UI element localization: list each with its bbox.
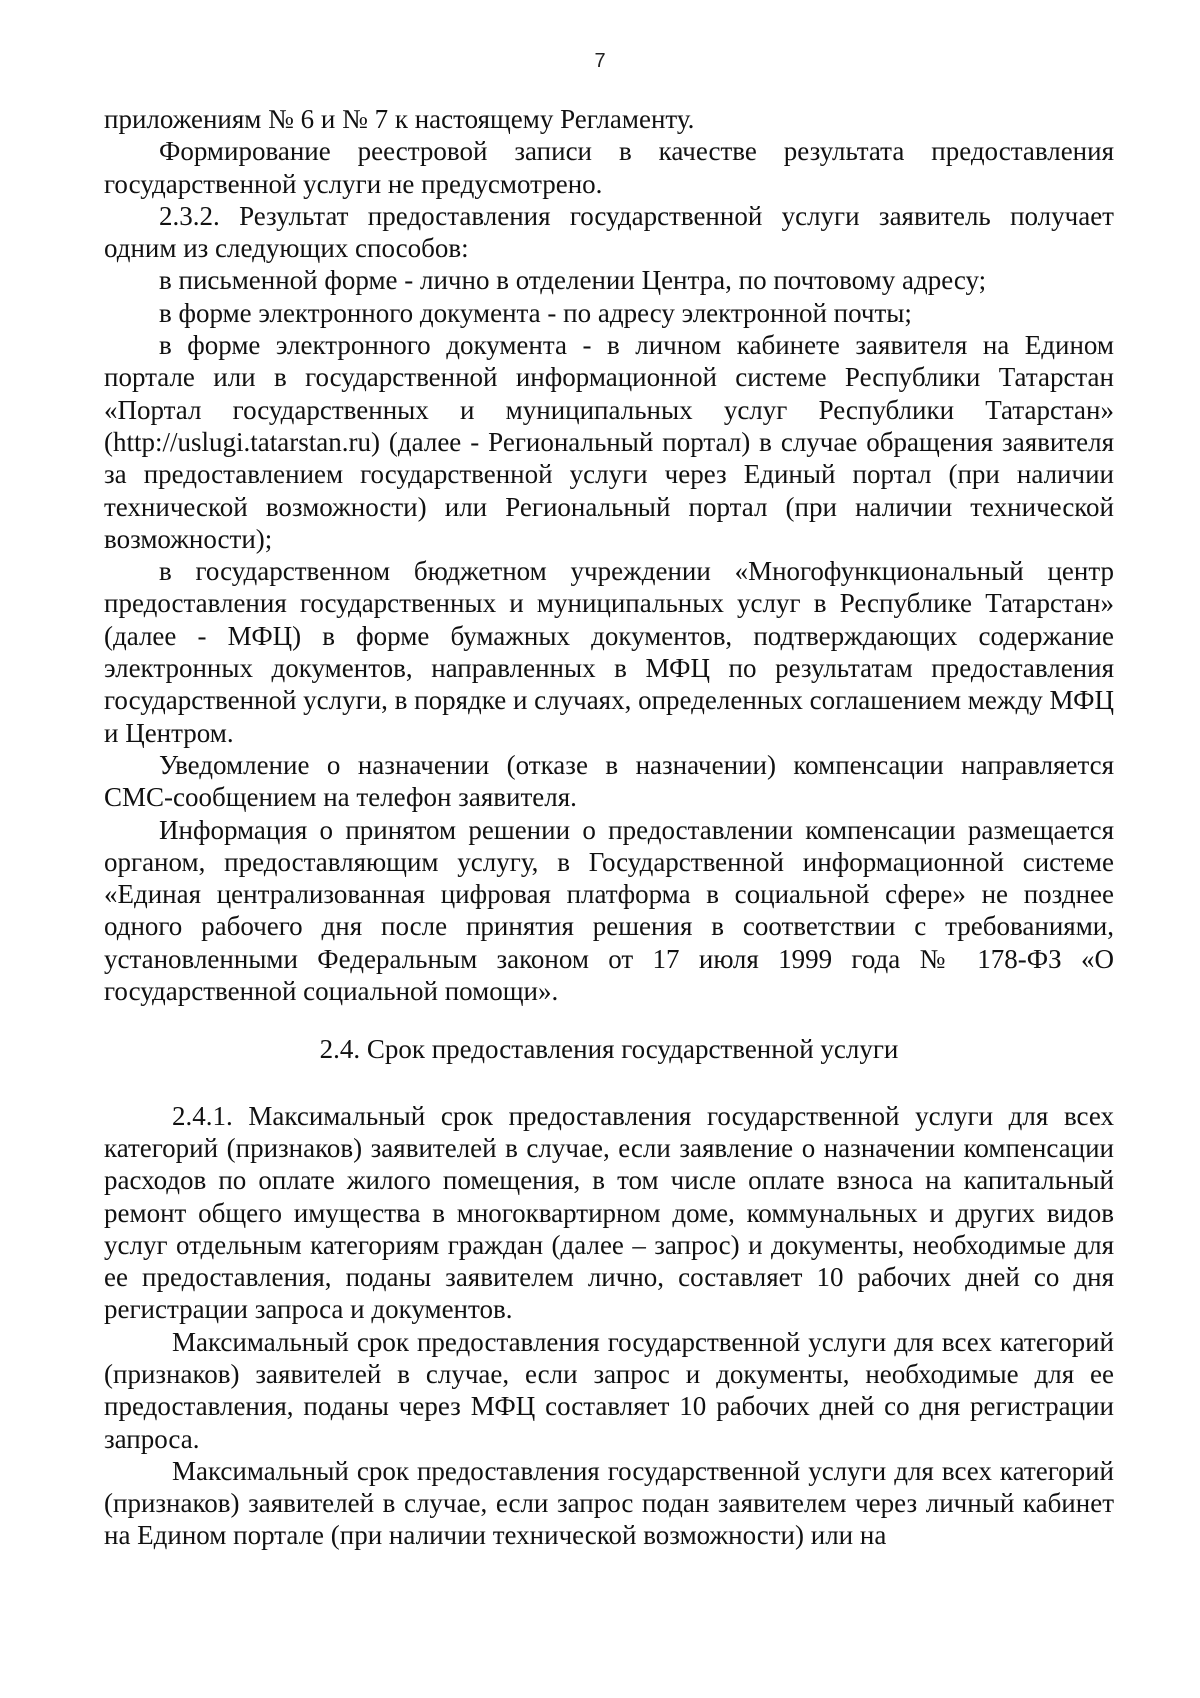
paragraph: Формирование реестровой записи в качестве результата предоставления государственной услуги не предусмотрено. (104, 136, 1114, 199)
paragraph: в письменной форме - лично в отделении Центра, по почтовому адресу; (159, 265, 987, 296)
page-number: 7 (594, 50, 606, 72)
paragraph: 2.3.2. Результат предоставления государственной услуги заявитель получает одним из следующих способов: (104, 200, 1114, 264)
paragraph: в форме электронного документа - по адресу электронной почты; (159, 297, 912, 328)
paragraph: Максимальный срок предоставления государственной услуги для всех категорий (признаков) заявителей в случае, если запрос подан заявителем через личный кабинет на Едином портале (при наличии технической возможности) или на (104, 1455, 1114, 1551)
paragraph: Максимальный срок предоставления государственной услуги для всех категорий (признаков) заявителей в случае, если запрос и документы, необходимые для ее предоставления, поданы через МФЦ составляет 10 рабочих дней со дня регистрации запроса. (104, 1326, 1114, 1454)
paragraph: в государственном бюджетном учреждении «Многофункциональный центр предоставления государственных и муниципальных услуг в Республике Татарстан» (далее - МФЦ) в форме бумажных документов, подтверждающих содержание электронных документов, направленных в МФЦ по результатам предоставления государственной услуги, в порядке и случаях, определенных соглашением между МФЦ и Центром. (104, 556, 1114, 748)
section-heading: 2.4. Срок предоставления государственной услуги (319, 1034, 899, 1065)
paragraph: приложениям № 6 и № 7 к настоящему Регламенту. (104, 104, 695, 134)
document-body (104, 103, 1114, 1552)
paragraph: Уведомление о назначении (отказе в назначении) компенсации направляется СМС-сообщением на телефон заявителя. (104, 749, 1114, 813)
paragraph: в форме электронного документа - в личном кабинете заявителя на Едином портале или в государственной информационной системе Республики Татарстан «Портал государственных и муниципальных услуг Республики Татарстан» (http://uslugi.tatarstan.ru) (далее - Региональный портал) в случае обращения заявителя за предоставлением государственной услуги через Единый портал (при наличии технической возможности) или Региональный портал (при наличии технической возможности); (104, 330, 1114, 554)
paragraph: Информация о принятом решении о предоставлении компенсации размещается органом, предоставляющим услугу, в Государственной информационной системе «Единая централизованная цифровая платформа в социальной сфере» не позднее одного рабочего дня после принятия решения в соответствии с требованиями, установленными Федеральным законом от 17 июля 1999 года № 178-ФЗ «О государственной социальной помощи». (104, 814, 1114, 1007)
paragraph: 2.4.1. Максимальный срок предоставления государственной услуги для всех категорий (признаков) заявителей в случае, если заявление о назначении компенсации расходов по оплате жилого помещения, в том числе оплате взноса на капитальный ремонт общего имущества в многоквартирном доме, коммунальных и других видов услуг отдельным категориям граждан (далее – запрос) и документы, необходимые для ее предоставления, поданы заявителем лично, составляет 10 рабочих дней со дня регистрации запроса и документов. (104, 1100, 1114, 1325)
